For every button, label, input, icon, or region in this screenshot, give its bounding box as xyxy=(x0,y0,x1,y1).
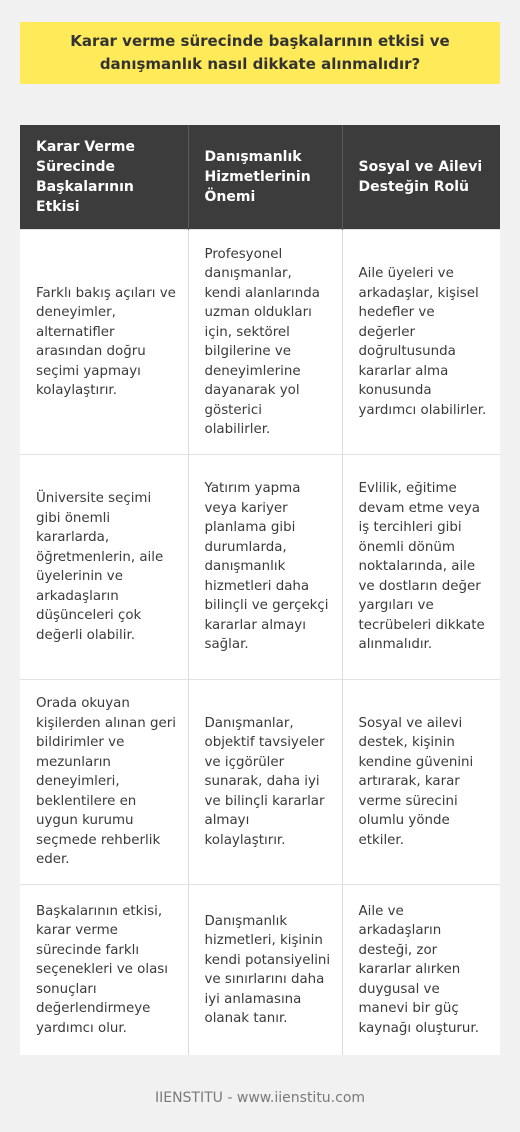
table-cell: Danışmanlar, objektif tavsiyeler ve içgörüler sunarak, daha iyi ve bilinçli kararlar almayı kolaylaştırır. xyxy=(188,680,342,885)
page-title: Karar verme sürecinde başkalarının etkisi ve danışmanlık nasıl dikkate alınmalıdır? xyxy=(70,32,450,73)
comparison-table xyxy=(20,125,500,1055)
table-row xyxy=(20,680,500,885)
table-cell: Sosyal ve ailevi destek, kişinin kendine güvenini artırarak, karar verme sürecini olumlu yönde etkiler. xyxy=(342,680,500,885)
table-cell: Aile üyeleri ve arkadaşlar, kişisel hedefler ve değerler doğrultusunda kararlar alma konusunda yardımcı olabilirler. xyxy=(342,230,500,455)
table-cell: Yatırım yapma veya kariyer planlama gibi durumlarda, danışmanlık hizmetleri daha bilinçli ve gerçekçi kararlar almayı sağlar. xyxy=(188,455,342,680)
table-row xyxy=(20,455,500,680)
table-cell: Evlilik, eğitime devam etme veya iş tercihleri gibi önemli dönüm noktalarında, aile ve dostların değer yargıları ve tecrübeleri dikkate alınmalıdır. xyxy=(342,455,500,680)
table-header xyxy=(20,125,500,230)
table-body xyxy=(20,230,500,1056)
column-header: Karar Verme Sürecinde Başkalarının Etkisi xyxy=(20,125,188,230)
header-row xyxy=(20,125,500,230)
table-cell: Farklı bakış açıları ve deneyimler, alternatifler arasından doğru seçimi yapmayı kolaylaştırır. xyxy=(20,230,188,455)
table-cell: Üniversite seçimi gibi önemli kararlarda, öğretmenlerin, aile üyelerinin ve arkadaşların düşünceleri çok değerli olabilir. xyxy=(20,455,188,680)
table-cell: Aile ve arkadaşların desteği, zor kararlar alırken duygusal ve manevi bir güç kaynağı oluşturur. xyxy=(342,885,500,1056)
table-row xyxy=(20,885,500,1056)
table-row xyxy=(20,230,500,455)
column-header: Danışmanlık Hizmetlerinin Önemi xyxy=(188,125,342,230)
footer-credit: IIENSTITU - www.iienstitu.com xyxy=(154,1090,366,1106)
table-cell: Profesyonel danışmanlar, kendi alanlarında uzman oldukları için, sektörel bilgilerine ve deneyimlerine dayanarak yol gösterici olabilirler. xyxy=(188,230,342,455)
table-cell: Danışmanlık hizmetleri, kişinin kendi potansiyelini ve sınırlarını daha iyi anlamasına olanak tanır. xyxy=(188,885,342,1056)
table-cell: Başkalarının etkisi, karar verme sürecinde farklı seçenekleri ve olası sonuçları değerlendirmeye yardımcı olur. xyxy=(20,885,188,1056)
title-banner xyxy=(20,22,500,84)
table-cell: Orada okuyan kişilerden alınan geri bildirimler ve mezunların deneyimleri, beklentilere en uygun kurumu seçmede rehberlik eder. xyxy=(20,680,188,885)
column-header: Sosyal ve Ailevi Desteğin Rolü xyxy=(342,125,500,230)
